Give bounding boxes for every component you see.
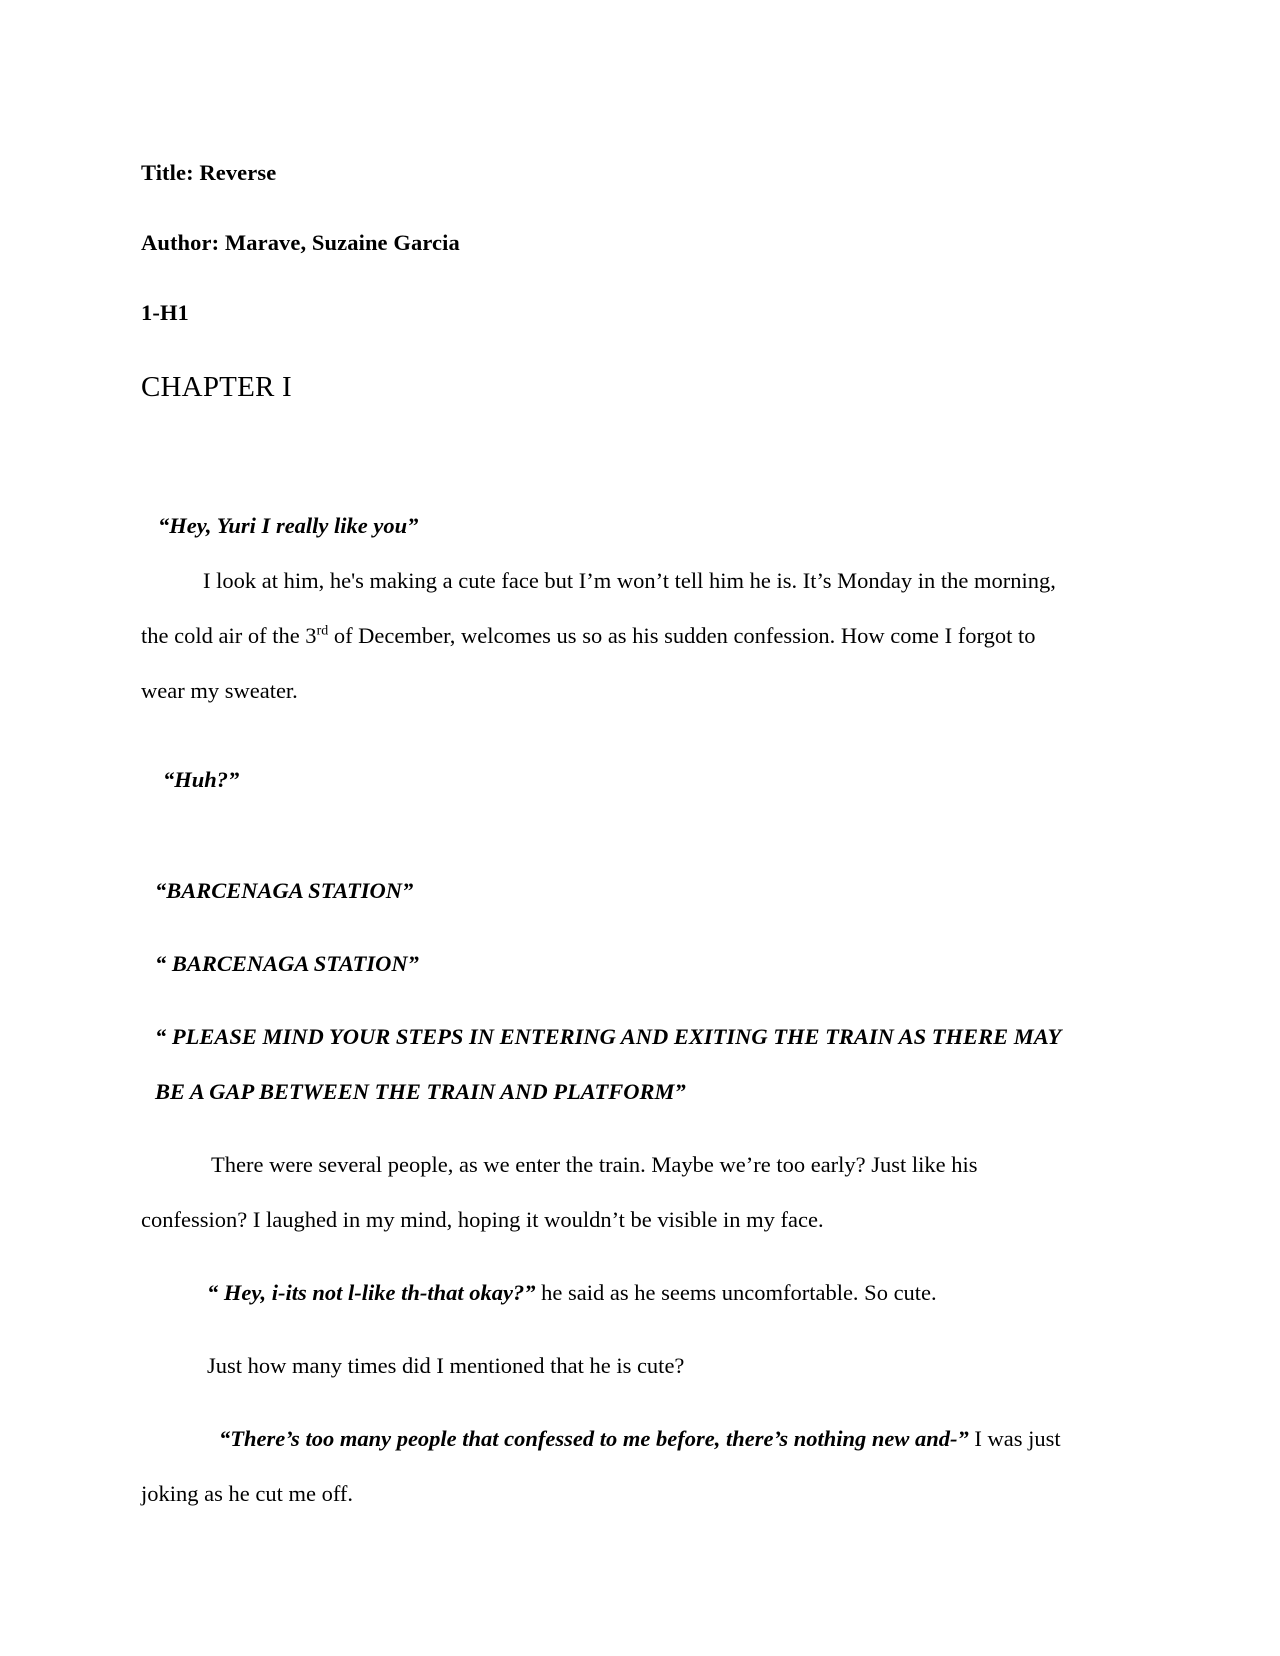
spacer <box>141 1247 1061 1265</box>
spacer <box>141 424 1061 498</box>
ordinal-suffix: rd <box>316 623 329 639</box>
spacer <box>141 718 1061 752</box>
spacer <box>141 918 1061 936</box>
spacer <box>141 807 1061 863</box>
spacer <box>141 1119 1061 1137</box>
dialogue-line-4-narration: I was just joking as he cut me off. <box>141 1426 1061 1506</box>
chapter-heading: CHAPTER I <box>141 371 292 403</box>
spacer <box>141 1393 1061 1411</box>
dialogue-line-1: “Hey, Yuri I really like you” <box>158 513 419 538</box>
paragraph-dialogue-4 <box>141 1411 1061 1521</box>
title-line: Title: Reverse <box>141 160 277 185</box>
dialogue-line-4-speech: “There’s too many people that confessed to me before, there’s nothing new and-” <box>219 1426 969 1451</box>
paragraph-3: Just how many times did I mentioned that he is cute? <box>207 1353 685 1378</box>
paragraph-1 <box>141 553 1061 718</box>
dialogue-line-3-narration: he said as he seems uncomfortable. So cute. <box>535 1280 937 1305</box>
paragraph-1-part-b: of December, welcomes us so as his sudden confession. How come I forgot to wear my sweater. <box>141 623 1036 703</box>
paragraph-1-part-a: I look at him, he's making a cute face but I’m won’t tell him he is. It’s Monday in the morning, the cold air of the 3 <box>141 568 1056 648</box>
announcement-line-1: “BARCENAGA STATION” <box>155 878 414 903</box>
spacer <box>141 1320 1061 1338</box>
section-line: 1-H1 <box>141 300 189 325</box>
spacer <box>141 991 1061 1009</box>
dialogue-line-3-speech: “ Hey, i-its not l-like th-that okay?” <box>207 1280 536 1305</box>
document-body <box>141 138 1061 1521</box>
paragraph-dialogue-3 <box>141 1265 1061 1320</box>
paragraph-2: There were several people, as we enter the train. Maybe we’re too early? Just like his confession? I laughed in my mind, hoping it wouldn’t be visible in my face. <box>141 1152 978 1232</box>
announcement-line-3: “ PLEASE MIND YOUR STEPS IN ENTERING AND EXITING THE TRAIN AS THERE MAY BE A GAP BETWEEN THE TRAIN AND PLATFORM” <box>155 1024 1061 1104</box>
dialogue-line-2: “Huh?” <box>163 767 240 792</box>
author-line: Author: Marave, Suzaine Garcia <box>141 230 460 255</box>
announcement-line-2: “ BARCENAGA STATION” <box>155 951 419 976</box>
dialogue-4-indent <box>141 1426 219 1451</box>
